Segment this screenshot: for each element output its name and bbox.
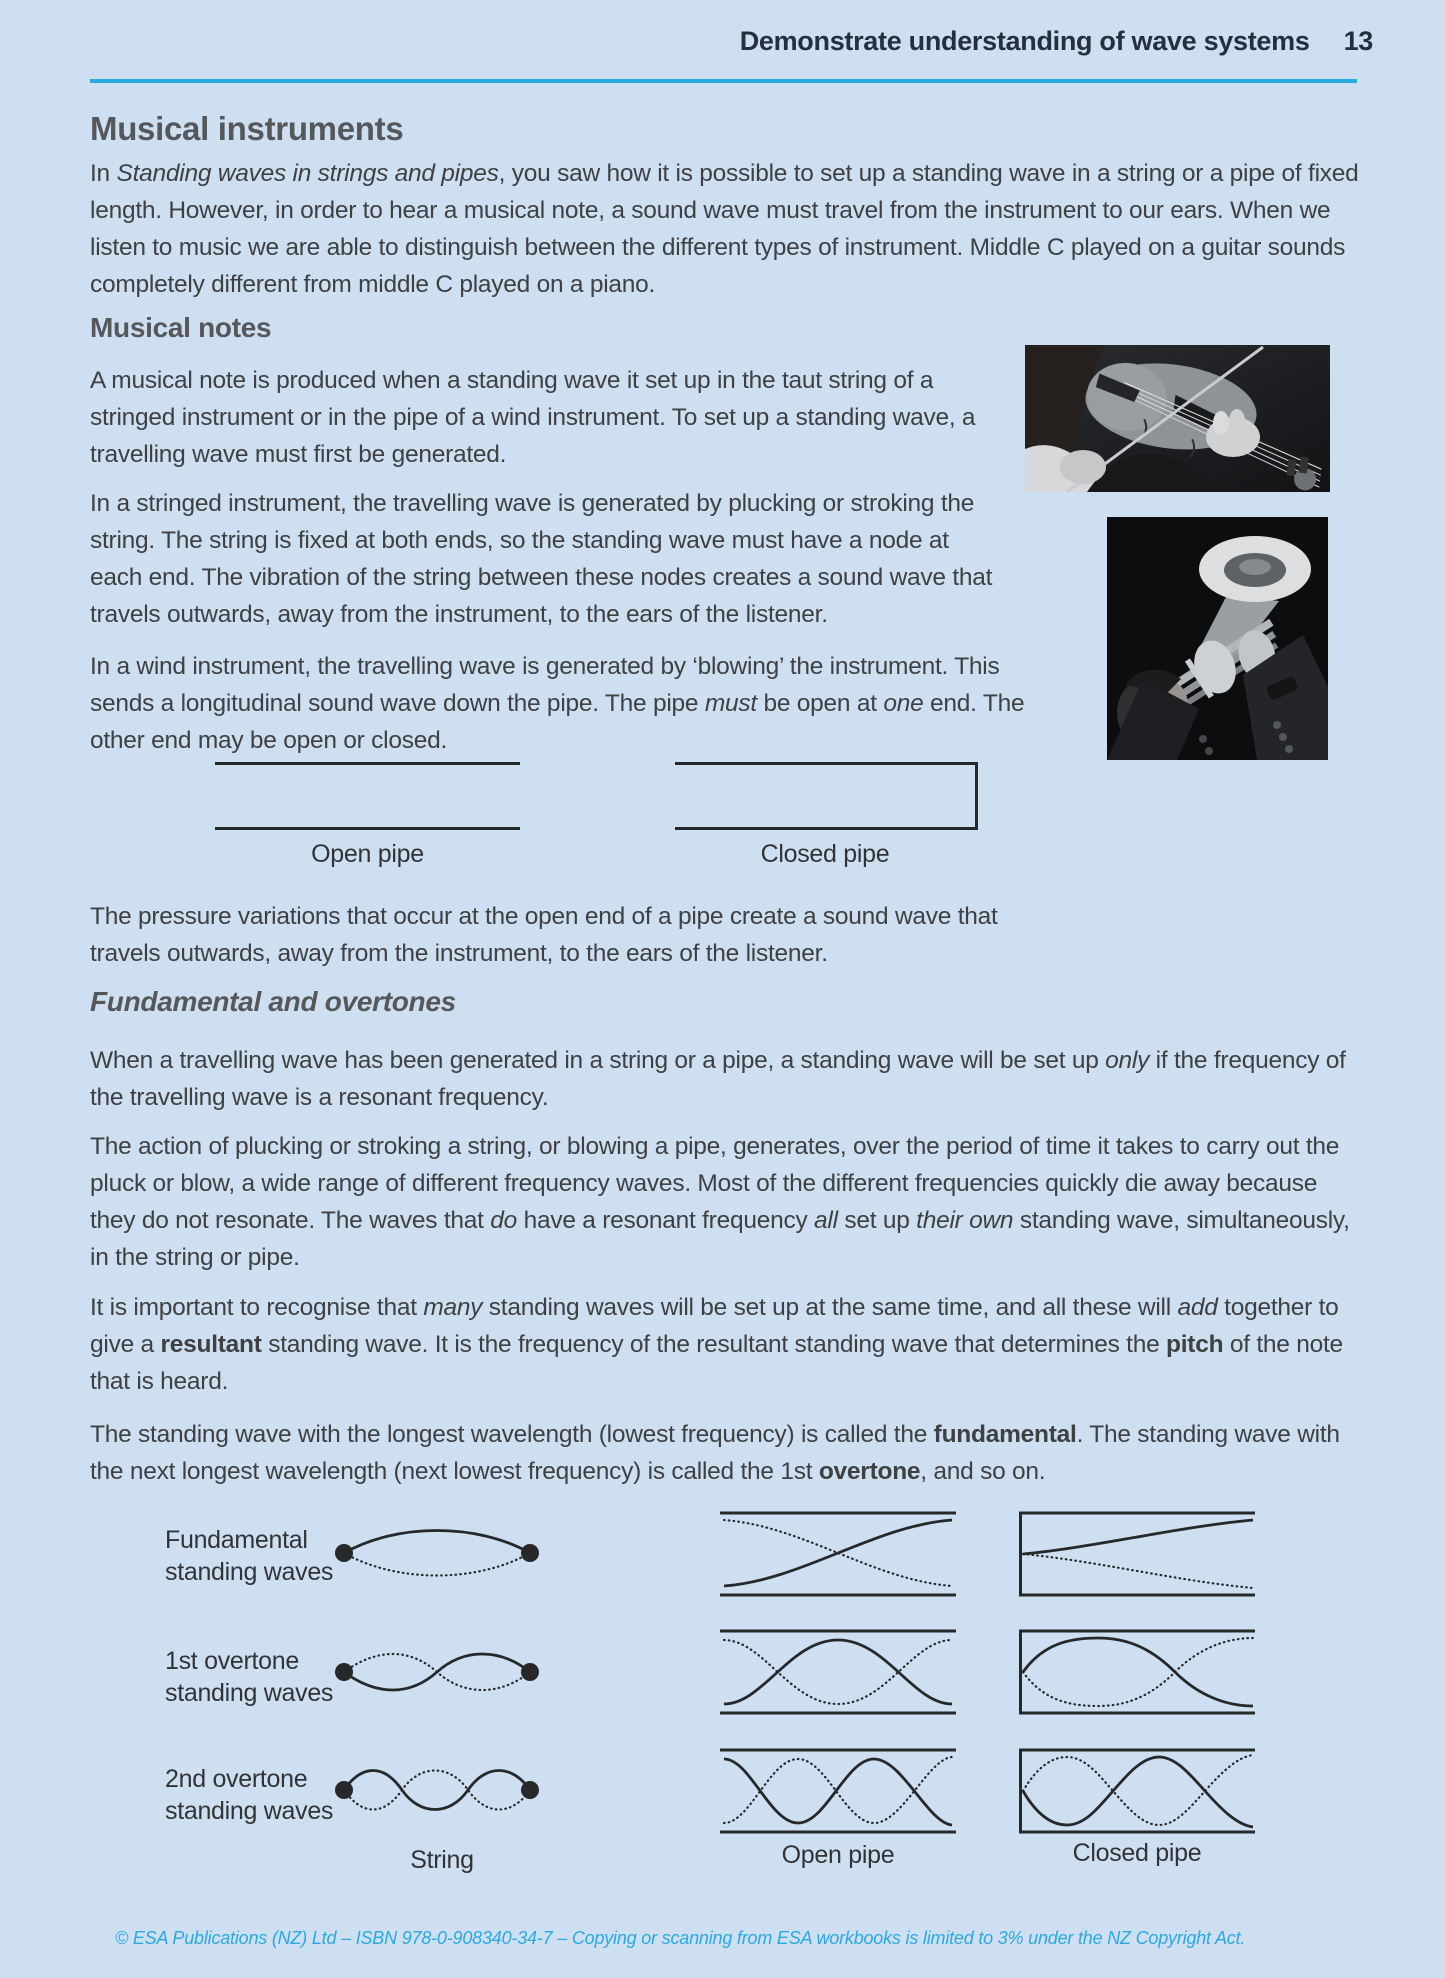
row-label-line1: 2nd overtone [165, 1765, 308, 1793]
row-label-fundamental [165, 1524, 333, 1588]
column-label-closed-pipe: Closed pipe [1072, 1839, 1202, 1867]
paragraph-pressure-variations: The pressure variations that occur at the open end of a pipe create a sound wave that travels outwards, away from the instrument, to the ears of the listener. [90, 903, 998, 967]
paragraph-pluck-or-blow: The action of plucking or stroking a string, or blowing a pipe, generates, over the period of time it takes to carry out the pluck or blow, a wide range of different frequency waves. Most of the different frequencies quickly die away because they do not resonate. The waves that do have a resonant frequency all set up their own standing wave, simultaneously, in the string or pipe. [90, 1133, 1350, 1271]
dotted-wave [344, 1771, 530, 1810]
page-number: 13 [1343, 26, 1373, 56]
closed-pipe-1st-overtone-diagram [1017, 1628, 1257, 1716]
violin-player-photo [1025, 345, 1330, 492]
solid-wave [1023, 1638, 1253, 1706]
paragraph-stringed-instrument: In a stringed instrument, the travelling wave is generated by plucking or stroking the string. The string is fixed at both ends, so the standing wave must have a node at each end. The vibration of the string between these nodes creates a sound wave that travels outwards, away from the instrument, to the ears of the listener. [90, 490, 993, 628]
solid-wave [344, 1531, 530, 1554]
open-pipe-fundamental-diagram [718, 1510, 958, 1598]
dotted-wave [344, 1553, 530, 1576]
string-2nd-overtone-diagram [332, 1750, 542, 1830]
dotted-wave [724, 1520, 952, 1586]
solid-wave [1023, 1520, 1253, 1554]
dotted-wave [1023, 1638, 1253, 1706]
row-label-line1: Fundamental [165, 1526, 308, 1554]
violin-photo-graphic [1025, 345, 1330, 492]
copyright-footer: © ESA Publications (NZ) Ltd – ISBN 978-0-908340-34-7 – Copying or scanning from ESA workbooks is limited to 3% under the NZ Copyright Act. [115, 1928, 1246, 1948]
string-1st-overtone-diagram [332, 1632, 542, 1712]
column-label-string: String [410, 1846, 474, 1874]
dotted-wave [724, 1640, 952, 1704]
closed-pipe-label: Closed pipe [760, 840, 890, 868]
solid-wave [724, 1640, 952, 1704]
open-pipe-2nd-overtone-diagram [718, 1747, 958, 1835]
closed-pipe-2nd-overtone-diagram [1017, 1747, 1257, 1835]
paragraph-fundamental-overtone: The standing wave with the longest wavelength (lowest frequency) is called the fundamental. The standing wave with the next longest wavelength (next lowest frequency) is called the 1st overtone, and so on. [90, 1421, 1340, 1485]
string-fundamental-diagram [332, 1513, 542, 1593]
paragraph-wind-instrument: In a wind instrument, the travelling wave is generated by ‘blowing’ the instrument. This sends a longitudinal sound wave down the pipe. The pipe must be open at one end. The other end may be open or closed. [90, 653, 1025, 754]
paragraph-resultant-wave: It is important to recognise that many standing waves will be set up at the same time, and all these will add together to give a resultant standing wave. It is the frequency of the resultant standing wave that determines the pitch of the note that is heard. [90, 1294, 1343, 1395]
column-label-open-pipe: Open pipe [781, 1841, 895, 1869]
paragraph-resonant-frequency: When a travelling wave has been generated in a string or a pipe, a standing wave will be set up only if the frequency of the travelling wave is a resonant frequency. [90, 1047, 1346, 1111]
page-header [90, 26, 1373, 57]
closed-pipe-fundamental-diagram [1017, 1510, 1257, 1598]
open-pipe-1st-overtone-diagram [718, 1628, 958, 1716]
dotted-wave [344, 1654, 530, 1690]
closed-pipe-diagram [675, 762, 978, 830]
row-label-2nd-overtone [165, 1763, 333, 1827]
paragraph-musical-note: A musical note is produced when a standing wave it set up in the taut string of a stringed instrument or in the pipe of a wind instrument. To set up a standing wave, a travelling wave must first be generated. [90, 367, 976, 468]
open-pipe-diagram [215, 762, 520, 830]
header-title: Demonstrate understanding of wave systems [739, 26, 1310, 56]
section-heading-musical-notes: Musical notes [90, 312, 272, 343]
header-rule [90, 79, 1357, 83]
dotted-wave [1023, 1554, 1253, 1588]
row-label-line2: standing waves [165, 1558, 334, 1586]
row-label-line1: 1st overtone [165, 1647, 299, 1675]
page-title: Musical instruments [90, 110, 404, 147]
section-heading-fundamental-overtones: Fundamental and overtones [90, 986, 456, 1017]
open-pipe-label: Open pipe [311, 840, 424, 868]
trumpet-photo-graphic [1107, 517, 1328, 760]
row-label-line2: standing waves [165, 1797, 334, 1825]
row-label-line2: standing waves [165, 1679, 334, 1707]
solid-wave [344, 1771, 530, 1810]
trumpet-player-photo [1107, 517, 1328, 760]
paragraph-intro: In Standing waves in strings and pipes, you saw how it is possible to set up a standing wave in a string or a pipe of fixed length. However, in order to hear a musical note, a sound wave must travel from the instrument to our ears. When we listen to music we are able to distinguish between the different types of instrument. Middle C played on a guitar sounds completely different from middle C played on a piano. [90, 160, 1359, 298]
row-label-1st-overtone [165, 1645, 333, 1709]
